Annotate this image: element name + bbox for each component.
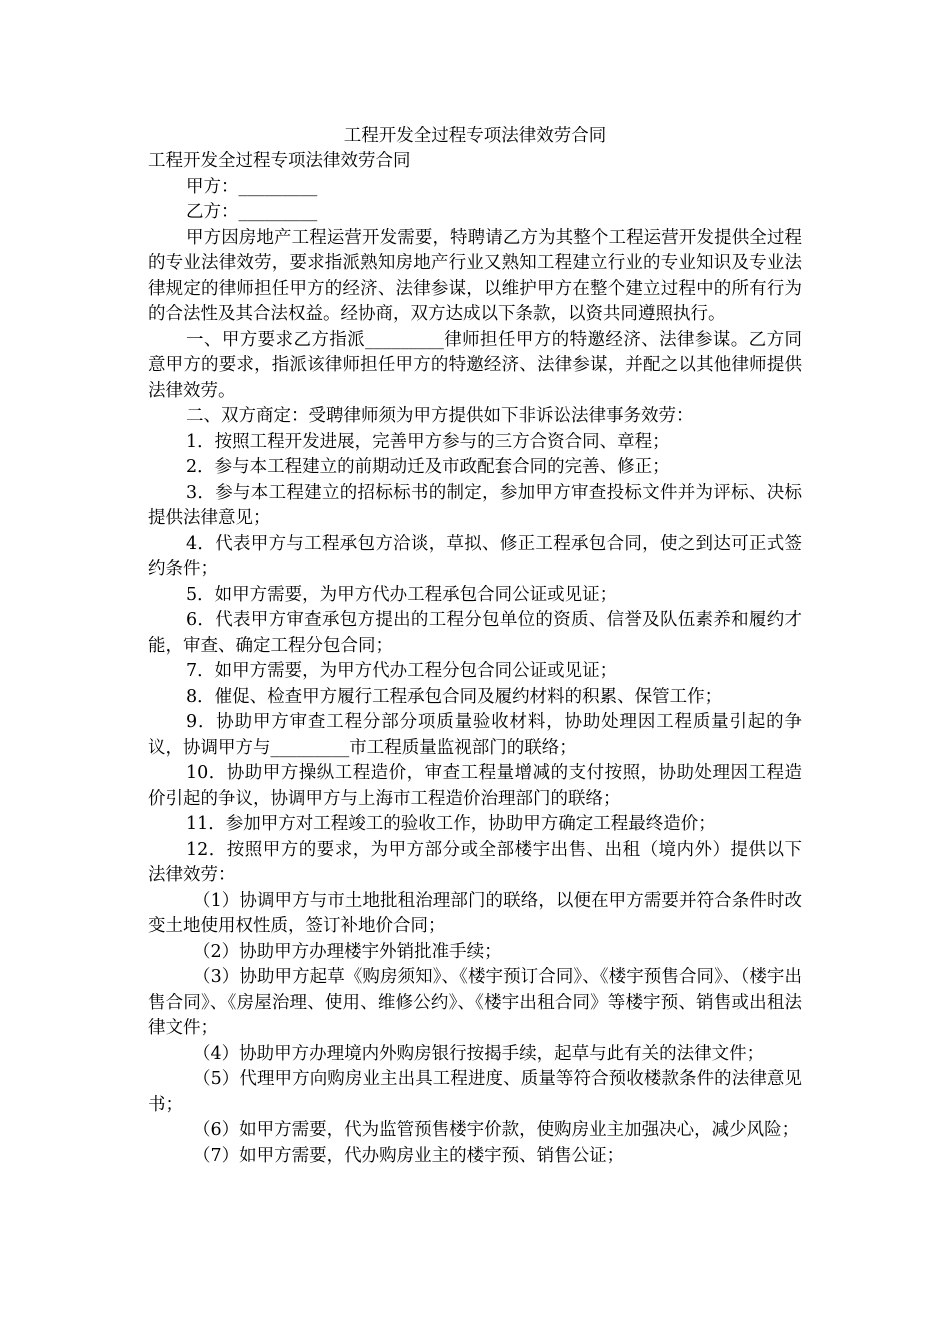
paragraph: 10．协助甲方操纵工程造价，审查工程量增减的支付按照，协助处理因工程造价引起的争议，协调甲方与上海市工程造价治理部门的联络； — [148, 763, 802, 809]
paragraph: 4．代表甲方与工程承包方洽谈，草拟、修正工程承包合同，使之到达可正式签约条件； — [148, 533, 802, 579]
paragraph: 9．协助甲方审查工程分部分项质量验收材料，协助处理因工程质量引起的争议，协调甲方与_________市工程质量监视部门的联络； — [148, 712, 802, 758]
paragraph: （3）协助甲方起草《购房须知》、《楼宇预订合同》、《楼宇预售合同》、（楼宇出售合同》、《房屋治理、使用、维修公约》、《楼宇出租合同》等楼宇预、销售或出租法律文件； — [148, 967, 802, 1038]
paragraph: （7）如甲方需要，代办购房业主的楼宇预、销售公证； — [193, 1145, 625, 1166]
paragraph: 甲方因房地产工程运营开发需要，特聘请乙方为其整个工程运营开发提供全过程的专业法律效劳，要求指派熟知房地产行业又熟知工程建立行业的专业知识及专业法律规定的律师担任甲方的经济、法律参谋，以维护甲方在整个建立过程中的所有行为的合法性及其合法权益。经协商，双方达成以下条款，以资共同遵照执行。 — [148, 227, 802, 324]
paragraph: 二、双方商定：受聘律师须为甲方提供如下非诉讼法律事务效劳： — [186, 406, 694, 426]
paragraph: 5．如甲方需要，为甲方代办工程承包合同公证或见证； — [186, 584, 618, 605]
document-body — [148, 149, 802, 1169]
paragraph: 7．如甲方需要，为甲方代办工程分包合同公证或见证； — [186, 661, 618, 681]
paragraph: 一、甲方要求乙方指派_________律师担任甲方的特邀经济、法律参谋。乙方同意甲方的要求，指派该律师担任甲方的特邀经济、法律参谋，并配之以其他律师提供法律效劳。 — [148, 329, 802, 401]
paragraph: 11．参加甲方对工程竣工的验收工作，协助甲方确定工程最终造价； — [186, 814, 716, 834]
paragraph: 甲方：_________ — [186, 176, 318, 197]
paragraph: （2）协助甲方办理楼宇外销批准手续； — [193, 941, 502, 962]
paragraph: （5）代理甲方向购房业主出具工程进度、质量等符合预收楼款条件的法律意见书； — [148, 1069, 802, 1115]
paragraph: （1）协调甲方与市土地批租治理部门的联络，以便在甲方需要并符合条件时改变土地使用权性质，签订补地价合同； — [148, 890, 802, 936]
document-subtitle: 工程开发全过程专项法律效劳合同 — [148, 151, 411, 171]
paragraph: 6．代表甲方审查承包方提出的工程分包单位的资质、信誉及队伍素养和履约才能，审查、确定工程分包合同； — [148, 610, 802, 656]
paragraph: 12．按照甲方的要求，为甲方部分或全部楼宇出售、出租（境内外）提供以下法律效劳： — [148, 839, 802, 885]
paragraph: 2．参与本工程建立的前期动迁及市政配套合同的完善、修正； — [186, 457, 670, 477]
paragraph: （4）协助甲方办理境内外购房银行按揭手续，起草与此有关的法律文件； — [193, 1043, 765, 1064]
paragraph: （6）如甲方需要，代为监管预售楼宇价款，使购房业主加强决心，减少风险； — [193, 1120, 800, 1140]
paragraph: 乙方：_________ — [186, 202, 318, 222]
paragraph: 1．按照工程开发进展，完善甲方参与的三方合资合同、章程； — [186, 431, 670, 452]
paragraph: 3．参与本工程建立的招标标书的制定，参加甲方审查投标文件并为评标、决标提供法律意见； — [148, 482, 802, 528]
document-title: 工程开发全过程专项法律效劳合同 — [343, 126, 607, 146]
paragraph: 8．催促、检查甲方履行工程承包合同及履约材料的积累、保管工作； — [186, 686, 723, 707]
